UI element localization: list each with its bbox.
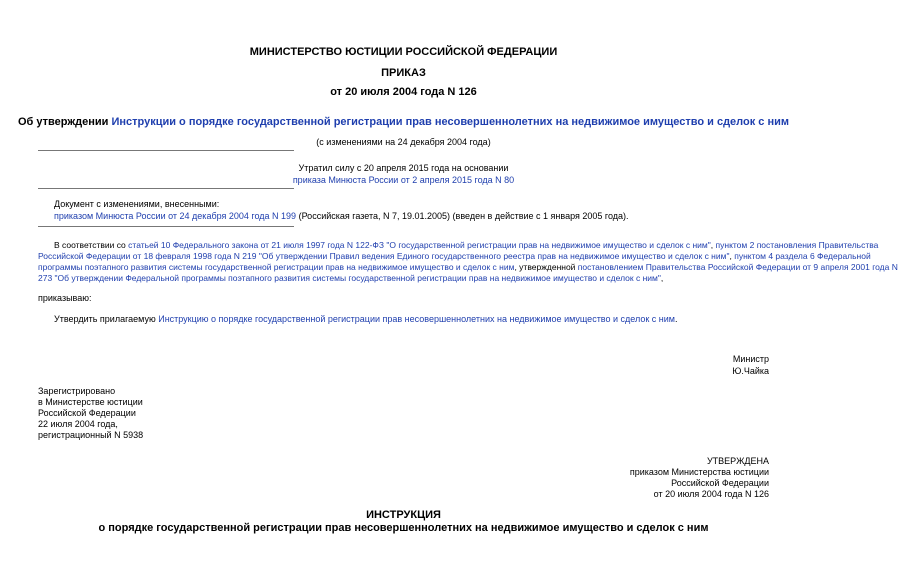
changes-note: (с изменениями на 24 декабря 2004 года): [316, 137, 491, 147]
document-title: [0, 116, 807, 128]
preamble-text: , утвержденной: [514, 262, 578, 272]
instruction-subtitle: о порядке государственной регистрации прав несовершеннолетних на недвижимое имущество и сделок с ним: [98, 522, 709, 534]
federal-program-link[interactable]: пунктом 4 раздела 6 Федеральной: [734, 251, 871, 261]
signature-name: Ю.Чайка: [732, 366, 769, 376]
instruction-link[interactable]: Инструкцию о порядке государственной регистрации прав несовершеннолетних на недвижимое имущество и сделок с ним: [158, 314, 675, 324]
lost-force-link[interactable]: приказа Минюста России от 2 апреля 2015 года N 80: [292, 175, 515, 185]
title-prefix: Об утверждении: [17, 116, 112, 128]
program-decree-link[interactable]: постановлением Правительства Российской Федерации от 9 апреля 2001 года N: [577, 262, 898, 272]
amend-line: [54, 211, 629, 221]
program-decree-link-cont[interactable]: 273 "Об утверждении Федеральной программы поэтапного развития системы государственной регистрации прав на недвижимое имущество и сделок с ним": [38, 273, 661, 283]
order-date: от 20 июля 2004 года N 126: [330, 86, 477, 98]
approve-text: Утвердить прилагаемую: [54, 314, 159, 324]
instruction-heading: ИНСТРУКЦИЯ: [366, 509, 441, 521]
lost-force-line: [0, 175, 807, 185]
preamble-line-3: [38, 262, 898, 272]
preamble-text: ,: [660, 273, 664, 283]
preamble-text: ,: [710, 240, 716, 250]
federal-program-link-cont[interactable]: программы поэтапного развития системы государственной регистрации прав на недвижимое имущество и сделок с ним: [38, 262, 515, 272]
divider: [38, 150, 294, 151]
preamble-text: ,: [729, 251, 735, 261]
registered-l2: в Министерстве юстиции: [38, 397, 143, 407]
registered-l5: регистрационный N 5938: [38, 430, 144, 440]
government-decree-link-cont[interactable]: Российской Федерации от 18 февраля 1998 года N 219 "Об утверждении Правил ведения Единого государственного реестра прав на недвижимое имущество и сделок с ним": [38, 251, 730, 261]
lost-force-text: Утратил силу с 20 апреля 2015 года на основании: [298, 163, 509, 173]
preamble-line-4: [38, 273, 663, 283]
order-heading: ПРИКАЗ: [381, 67, 426, 79]
ministry-heading: МИНИСТЕРСТВО ЮСТИЦИИ РОССИЙСКОЙ ФЕДЕРАЦИИ: [249, 46, 558, 58]
order-word: приказываю:: [38, 293, 92, 303]
amend-order-link[interactable]: приказом Минюста России от 24 декабря 2004 года N 199: [54, 211, 297, 221]
preamble-line-1: [54, 240, 878, 250]
government-decree-link[interactable]: пунктом 2 постановления Правительства: [715, 240, 879, 250]
divider: [38, 226, 294, 227]
instruction-title-link[interactable]: Инструкции о порядке государственной регистрации прав несовершеннолетних на недвижимое имущество и сделок с ним: [111, 116, 790, 128]
approve-line: [54, 314, 677, 324]
registered-l1: Зарегистрировано: [38, 386, 116, 396]
divider: [38, 188, 294, 189]
law-article-link[interactable]: статьей 10 Федерального закона от 21 июля 1997 года N 122-ФЗ "О государственной регистрации прав на недвижимое имущество и сделок с ним": [128, 240, 711, 250]
signature-position: Министр: [732, 354, 769, 364]
approved-l3: Российской Федерации: [671, 478, 769, 488]
registered-l4: 22 июля 2004 года,: [38, 419, 118, 429]
approve-text: .: [674, 314, 678, 324]
amend-label: Документ с изменениями, внесенными:: [54, 199, 220, 209]
approved-l4: от 20 июля 2004 года N 126: [653, 489, 769, 499]
preamble-line-2: [38, 251, 871, 261]
amend-rest: (Российская газета, N 7, 19.01.2005) (введен в действие с 1 января 2005 года).: [296, 211, 629, 221]
registered-l3: Российской Федерации: [38, 408, 136, 418]
preamble-text: В соответствии со: [54, 240, 129, 250]
approved-l1: УТВЕРЖДЕНА: [706, 456, 769, 466]
approved-l2: приказом Министерства юстиции: [629, 467, 769, 477]
